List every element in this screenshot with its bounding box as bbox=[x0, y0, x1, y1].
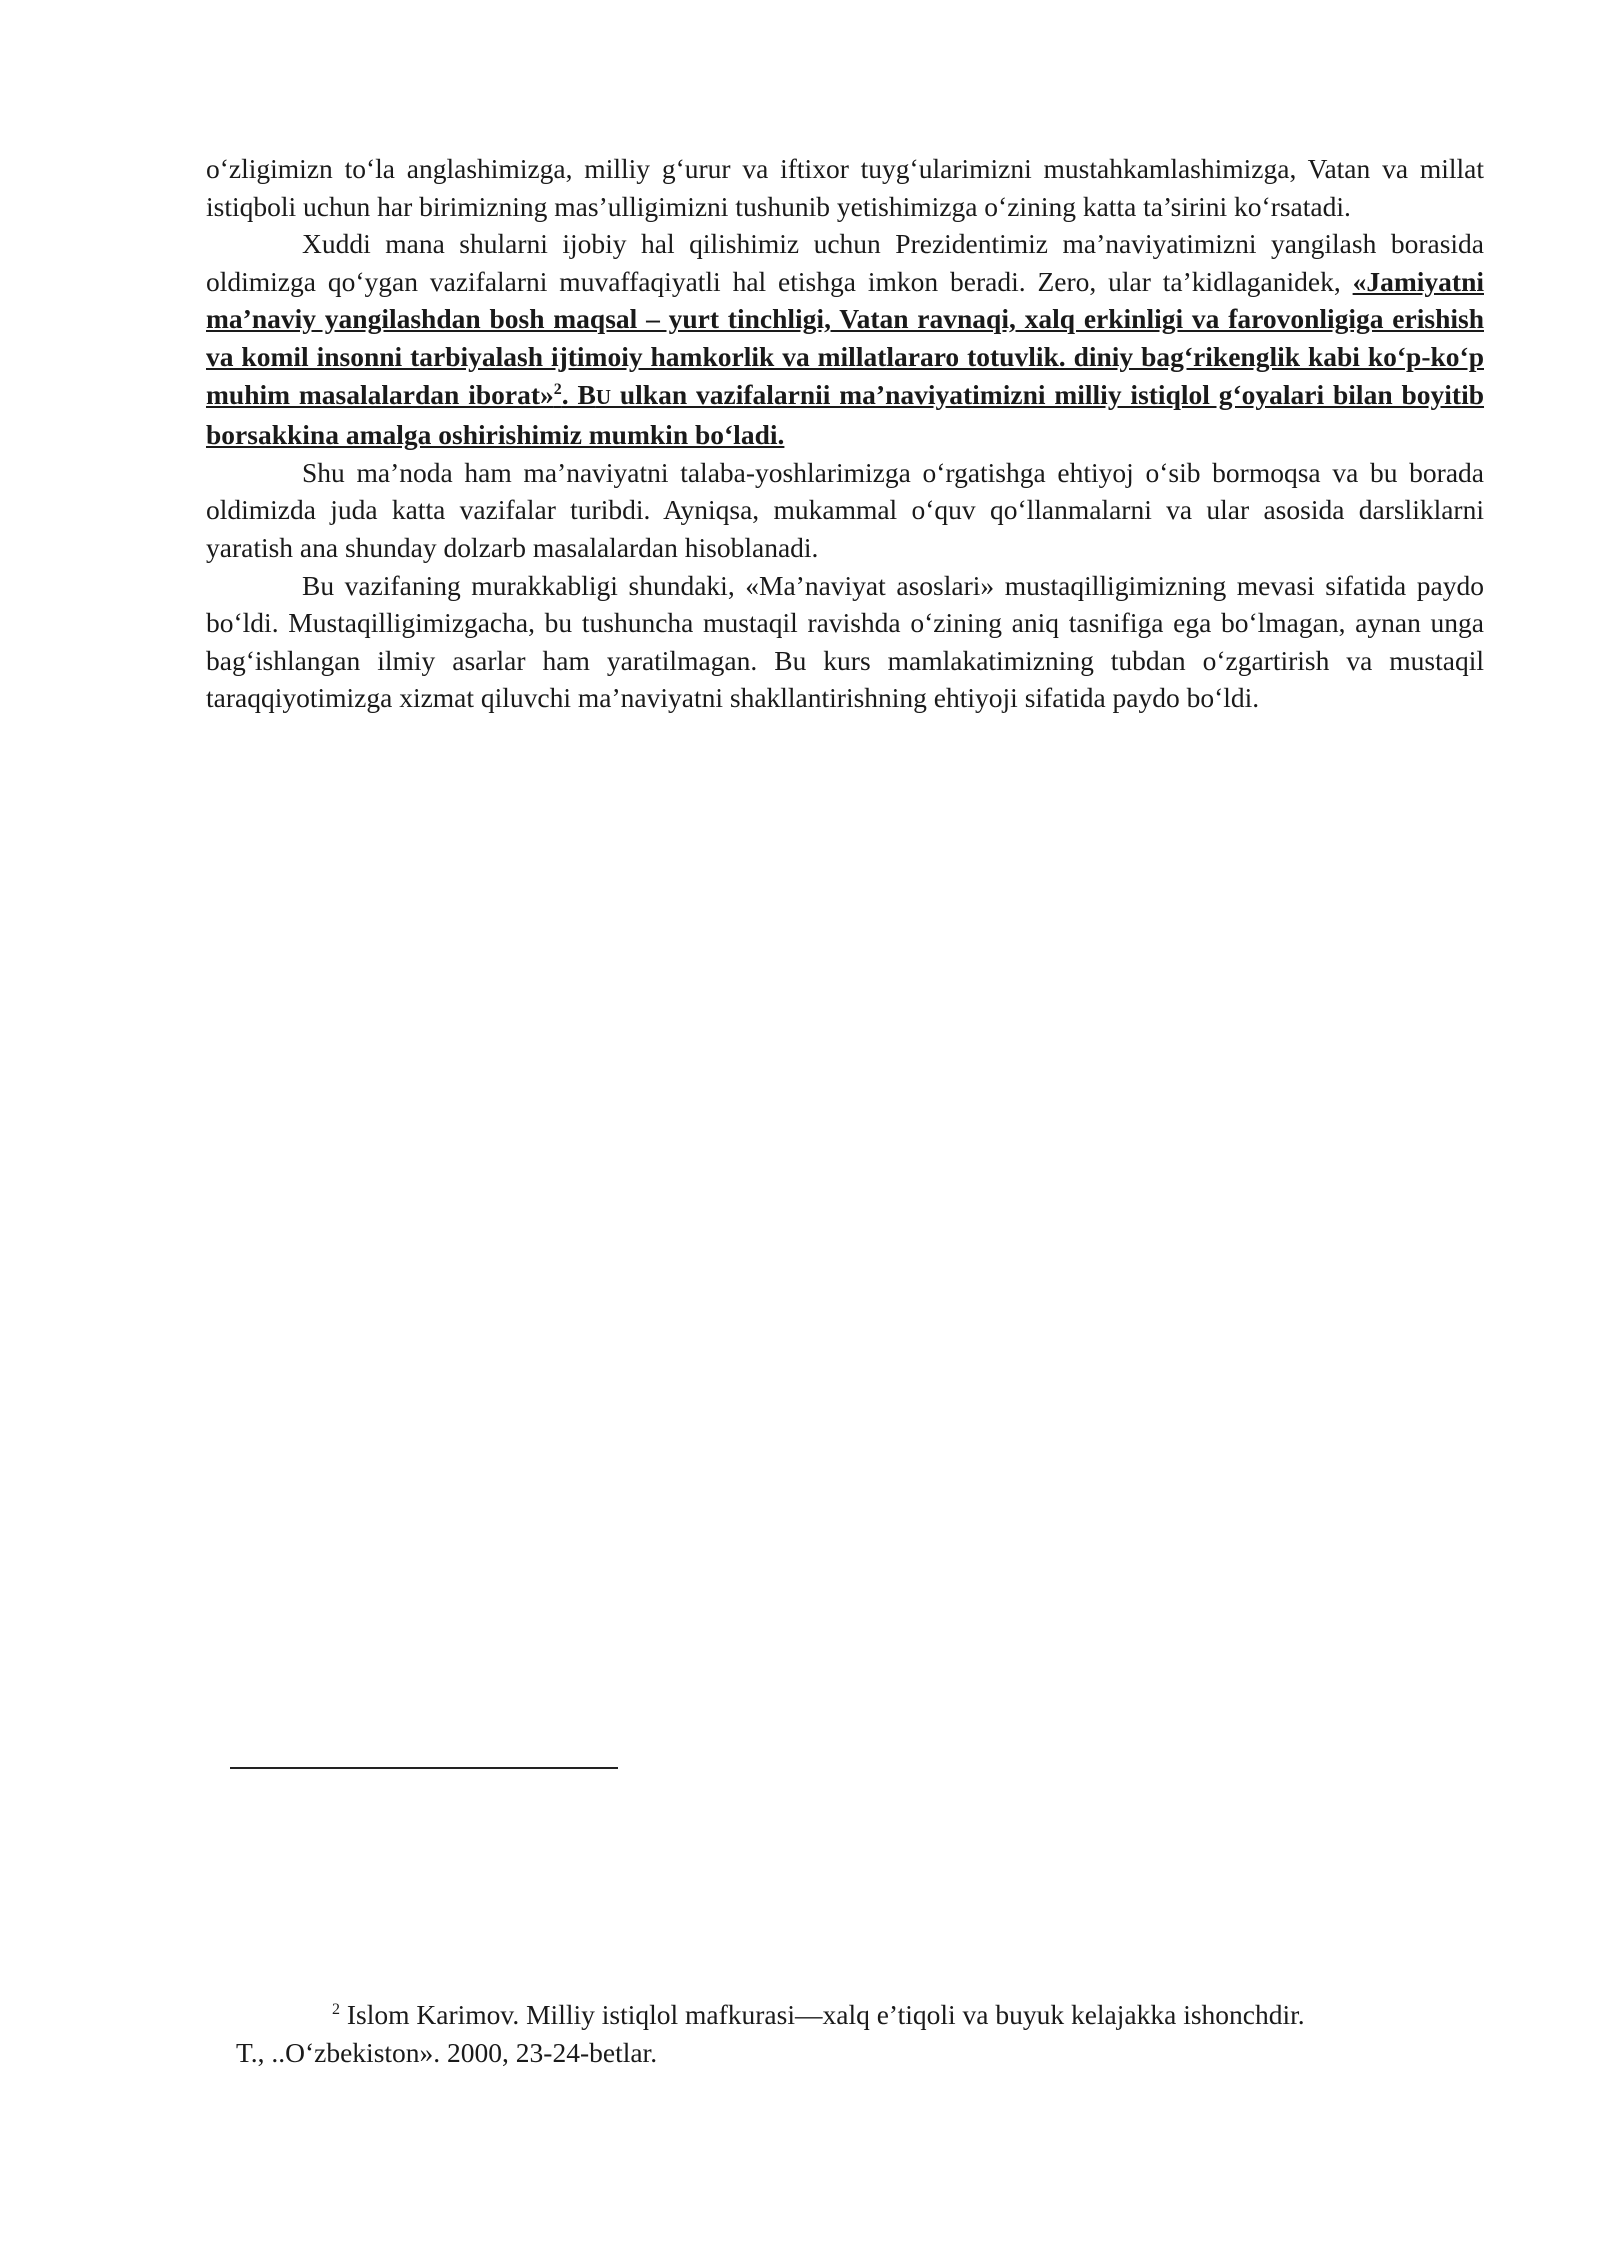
quote-text: «Jamiyatni ma’naviy yangilashdan bosh maqsal – yurt tinchligi, Vatan ravnaqi, xalq erkinligi va farovonligiga erishish va komil insonni tarbiyalash ijtimoiy hamkorlik va millatlararo totuvlik. diniy bag‘rikenglik kabi ko‘p-ko‘p muhim masalalardan iborat» bbox=[206, 265, 1484, 410]
footnote-reference: 2 bbox=[553, 380, 562, 398]
paragraph-2 bbox=[206, 225, 1484, 454]
footnote-line-2: T., ..O‘zbekiston». 2000, 23-24-betlar. bbox=[236, 2037, 658, 2068]
quote-conclusion: ulkan vazifalarnii ma’naviyatimizni milliy istiqlol g‘oyalari bilan boyitib borsakkina amalga oshirishimiz mumkin bo‘ladi. bbox=[206, 378, 1485, 451]
footnote-citation: Islom Karimov. Milliy istiqlol mafkurasi—xalq e’tiqoli va buyuk kelajakka ishonchdir. bbox=[340, 1999, 1305, 2030]
small-caps-letter: U bbox=[595, 384, 611, 409]
footnote-line-1 bbox=[236, 1996, 1484, 2034]
paragraph-4: Bu vazifaning murakkabligi shundaki, «Ma’naviyat asoslari» mustaqilligimizning mevasi sifatida paydo bo‘ldi. Mustaqilligimizgacha, bu tushuncha mustaqil ravishda o‘zining aniq tasnifiga ega bo‘lmagan, aynan unga bag‘ishlangan ilmiy asarlar ham yaratilmagan. Bu kurs mamlakatimizning tubdan o‘zgartirish va mustaqil taraqqiyotimizga xizmat qiluvchi ma’naviyatni shakllantirishning ehtiyoji sifatida paydo bo‘ldi. bbox=[206, 569, 1484, 714]
footnote-separator bbox=[230, 1767, 618, 1769]
quote-after-ref: . B bbox=[561, 378, 596, 410]
footnote-number: 2 bbox=[332, 2000, 340, 2018]
paragraph-2-intro: Xuddi mana shularni ijobiy hal qilishimiz uchun Prezidentimiz ma’naviyatimizni yangilash borasida oldimizga qo‘ygan vazifalarni muvaffaqiyatli hal etishga imkon beradi. Zero, ular ta’kidlaganidek, bbox=[206, 228, 1484, 297]
paragraph-3: Shu ma’noda ham ma’naviyatni talaba-yoshlarimizga o‘rgatishga ehtiyoj o‘sib bormoqsa va bu borada oldimizda juda katta vazifalar turibdi. Ayniqsa, mukammal o‘quv qo‘llanmalarni va ular asosida darsliklarni yaratish ana shunday dolzarb masalalardan hisoblanadi. bbox=[206, 456, 1484, 563]
footnote bbox=[236, 1996, 1484, 2072]
paragraph-1: o‘zligimizn to‘la anglashimizga, milliy g‘urur va iftixor tuyg‘ularimizni mustahkamlashimizga, Vatan va millat istiqboli uchun har birimizning mas’ulligimizni tushunib yetishimizga o‘zining katta ta’sirini ko‘rsatadi. bbox=[206, 153, 1484, 222]
body-text bbox=[206, 150, 1484, 717]
